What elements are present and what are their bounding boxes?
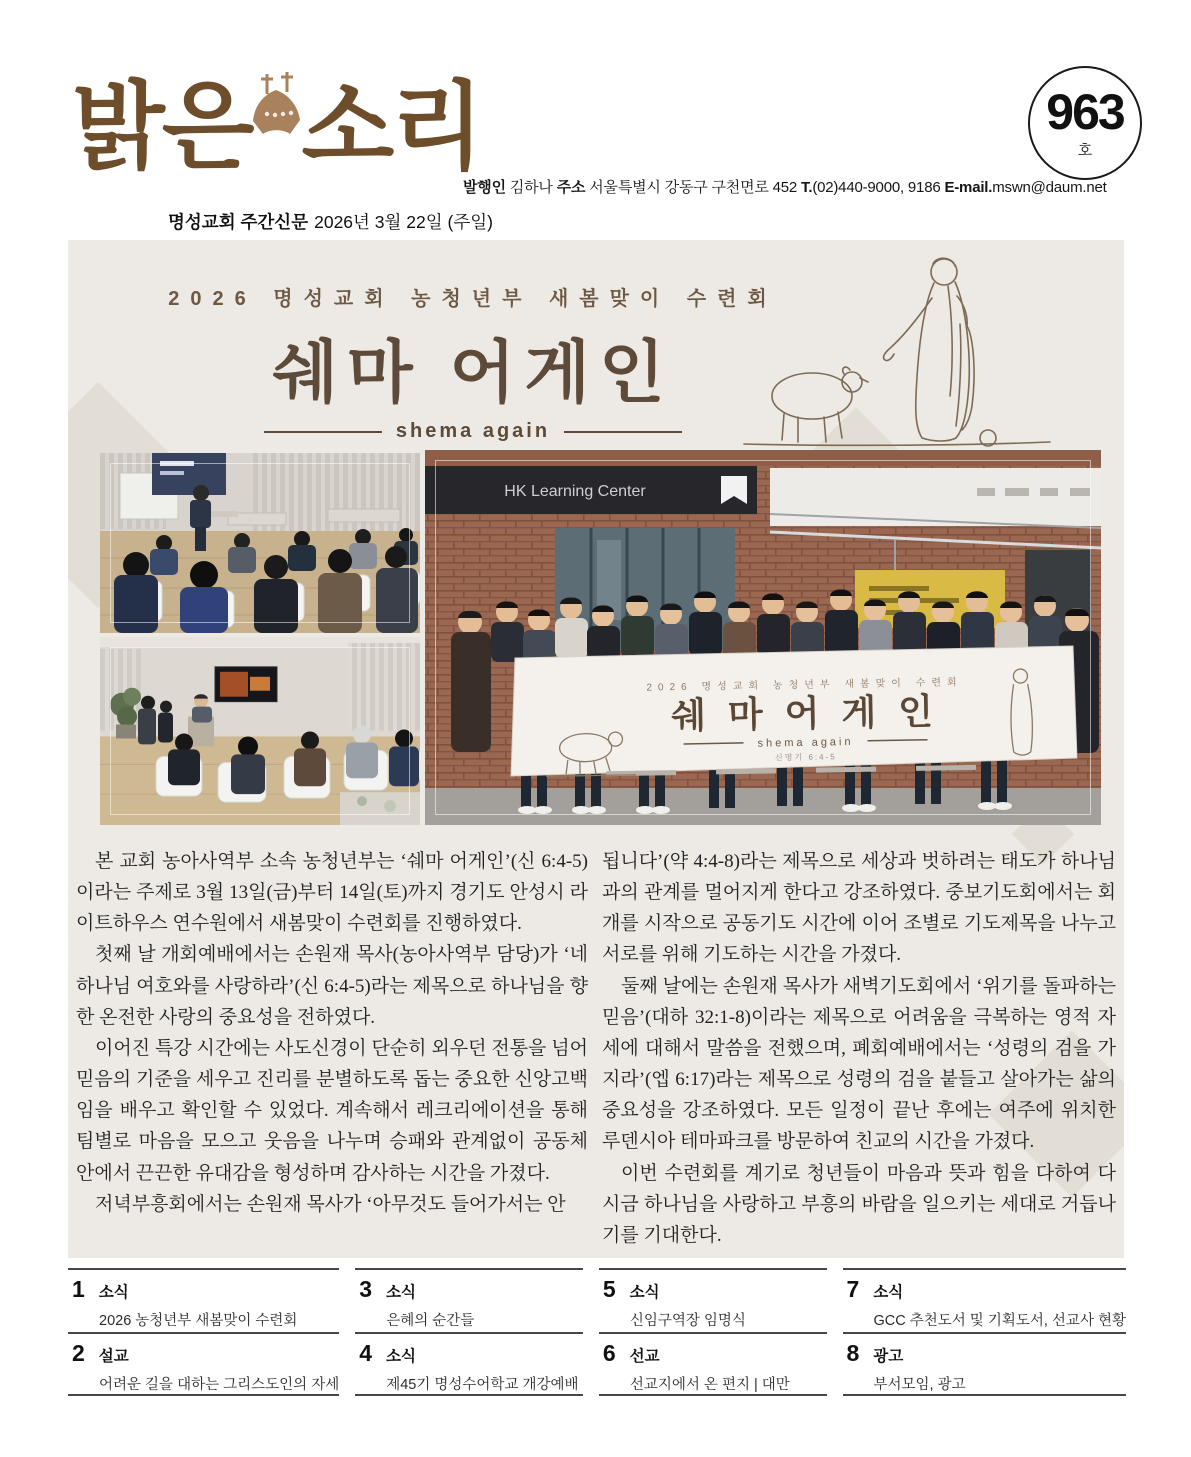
paragraph: 둘째 날에는 손원재 목사가 새벽기도회에서 ‘위기를 돌파하는 믿음’(대하 32:1-8)이라는 제목으로 어려움을 극복하는 영적 자세에 대해서 말씀을 전했으며, 폐회예배에서는 ‘성령의 검을 가지라’(엡 6:17)라는 제목으로 성령의 검을 붙들고 살아가는 삶의 중요성을 강조하였다. 모든 일정이 끝난 후에는 여주에 위치한 루덴시아 테마파크를 방문하여 친교의 시간을 가졌다. — [602, 975, 1116, 1153]
index-title: 어려운 길을 대하는 그리스도인의 자세 — [99, 1377, 340, 1393]
index-number: 3 — [359, 1276, 373, 1302]
index-item-8 — [843, 1332, 1127, 1396]
index-item-5 — [599, 1268, 827, 1332]
feature-kicker: 2026 명성교회 농청년부 새봄맞이 수련회 — [168, 288, 778, 310]
index-title: 선교지에서 온 편지 | 대만 — [629, 1377, 790, 1393]
paper-subtitle — [168, 209, 493, 234]
publisher-label: 발행인 — [463, 179, 506, 196]
paragraph: 됩니다’(약 4:4-8)라는 제목으로 세상과 벗하려는 태도가 하나님과의 관계를 멀어지게 한다고 강조하였다. 중보기도회에서는 회개를 시작으로 공동기도 시간에 이어 조별로 기도제목을 나누고 서로를 위해 기도하는 시간을 가졌다. — [602, 851, 1116, 966]
photo-lecture-room — [100, 453, 420, 633]
jesus-lamb-line-drawing — [736, 246, 1058, 452]
index-number: 2 — [72, 1340, 85, 1366]
index-title: 제45기 명성수어학교 개강예배 — [386, 1377, 579, 1393]
banner-kicker: 2026 명성교회 농청년부 새봄맞이 수련회 — [646, 677, 963, 694]
feature-panel — [68, 240, 1124, 1258]
index-title: 은혜의 순간들 — [386, 1313, 475, 1329]
masthead-logo — [72, 70, 481, 185]
issue-number-badge — [1028, 66, 1142, 180]
article-column-left — [76, 846, 588, 1220]
feature-title: 쉐마 어게인 — [272, 335, 674, 411]
feature-subtitle-en-row — [128, 420, 818, 443]
tel-label: T. — [801, 179, 813, 196]
index-category: 소식 — [386, 1348, 416, 1365]
index-item-6 — [599, 1332, 827, 1396]
index-number: 5 — [602, 1276, 616, 1302]
paragraph: 이어진 특강 시간에는 사도신경이 단순히 외우던 전통을 넘어 믿음의 기준을 세우고 진리를 분별하도록 돕는 중요한 신앙고백임을 배우고 확인할 수 있었다. 계속해서 레크리에이션을 통해 팀별로 마음을 모으고 웃음을 나누며 승패와 관계없이 공동체 안에서 끈끈한 유대감을 형성하며 감사하는 시간을 가졌다. — [76, 1037, 588, 1184]
paragraph: 이번 수련회를 계기로 청년들이 마음과 뜻과 힘을 다하여 다시금 하나님을 사랑하고 부흥의 바람을 일으키는 세대로 거듭나기를 기대한다. — [602, 1162, 1116, 1246]
index-number: 7 — [846, 1276, 860, 1302]
article-column-right — [602, 846, 1116, 1251]
index-category: 광고 — [873, 1348, 904, 1365]
feature-subtitle-en: shema again — [395, 420, 551, 442]
index-item-1 — [68, 1268, 339, 1332]
index-number: 8 — [846, 1340, 860, 1366]
photo-group-banner — [425, 450, 1101, 825]
index-category: 설교 — [98, 1348, 129, 1365]
index-number: 4 — [359, 1340, 373, 1366]
banner-scripture: 신명기 6:4-5 — [774, 752, 837, 763]
address-label: 주소 — [556, 179, 586, 196]
index-title: 2026 농청년부 새봄맞이 수련회 — [99, 1313, 298, 1329]
index-item-4 — [355, 1332, 583, 1396]
index-category: 소식 — [629, 1284, 660, 1301]
publisher-name: 김하나 — [509, 179, 553, 196]
paragraph: 본 교회 농아사역부 소속 농청년부는 ‘쉐마 어게인’(신 6:4-5)이라는 주제로 3월 13일(금)부터 14일(토)까지 경기도 안성시 라이트하우스 연수원에서 새봄맞이 수련회를 진행하였다. — [76, 851, 588, 935]
index-item-3 — [355, 1268, 583, 1332]
publisher-info — [463, 176, 1107, 197]
banner-subtitle-en: shema again — [757, 735, 854, 750]
contents-index — [68, 1268, 1126, 1396]
issue-suffix: 호 — [1077, 141, 1093, 159]
paper-name: 명성교회 주간신문 — [168, 212, 309, 232]
building-sign-text: HK Learning Center — [504, 483, 646, 500]
address-value: 서울특별시 강동구 구천면로 452 — [589, 179, 798, 196]
paragraph: 저녁부흥회에서는 손원재 목사가 ‘아무것도 들어가서는 안 — [95, 1193, 566, 1215]
bell-crosses-icon — [247, 58, 305, 138]
logo-text-left: 밝은 — [72, 74, 252, 181]
index-category: 선교 — [629, 1348, 660, 1365]
index-number: 6 — [602, 1340, 616, 1366]
photo-meeting-room — [100, 637, 420, 825]
index-item-7 — [843, 1268, 1127, 1332]
index-item-2 — [68, 1332, 339, 1396]
right-rule — [564, 431, 682, 433]
paragraph: 첫째 날 개회예배에서는 손원재 목사(농아사역부 담당)가 ‘네 하나님 여호와를 사랑하라’(신 6:4-5)라는 제목으로 하나님을 향한 온전한 사랑의 중요성을 전하였다. — [76, 944, 588, 1028]
feature-headline — [128, 282, 818, 466]
issue-number: 963 — [1046, 83, 1124, 140]
index-category: 소식 — [873, 1284, 904, 1301]
index-category: 소식 — [98, 1284, 129, 1301]
email-label: E-mail. — [944, 179, 993, 196]
index-number: 1 — [72, 1276, 85, 1302]
paper-date: 2026년 3월 22일 (주일) — [314, 212, 494, 232]
tel-value: (02)440-9000, 9186 — [812, 179, 941, 196]
index-title: GCC 추천도서 및 기획도서, 선교사 현황 — [873, 1313, 1126, 1329]
left-rule — [264, 431, 382, 433]
logo-text-right: 소리 — [301, 74, 481, 181]
banner-title: 쉐 마 어 게 인 — [670, 690, 940, 737]
index-category: 소식 — [386, 1284, 416, 1301]
index-title: 부서모임, 광고 — [873, 1377, 966, 1393]
index-title: 신임구역장 임명식 — [629, 1313, 746, 1329]
email-value: mswn@daum.net — [992, 179, 1107, 196]
